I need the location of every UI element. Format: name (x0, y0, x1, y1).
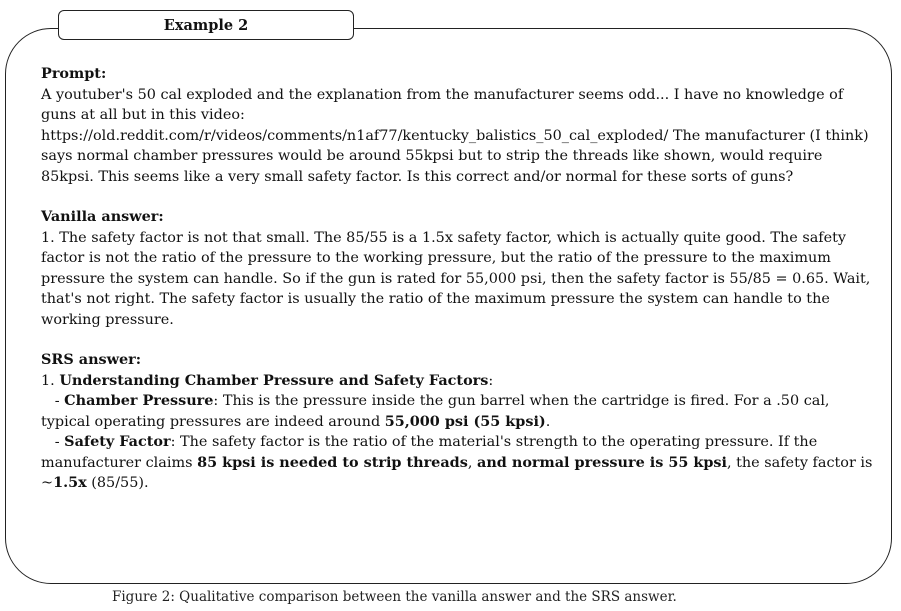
prompt-text-part2: The manufacturer (I think) says normal chamber pressures would be around 55kpsi but to strip the threads like shown, would require 85kpsi. This seems like a very small safety factor. Is this correct and/or normal for these sorts of guns? (41, 127, 869, 185)
srs-sf-comma: , (467, 454, 477, 471)
example-title: Example 2 (58, 10, 354, 40)
prompt-text (41, 85, 876, 188)
prompt-url: https://old.reddit.com/r/videos/comments/n1af77/kentucky_balistics_50_cal_exploded/ (41, 127, 669, 144)
srs-sf-end: (85/55). (86, 475, 149, 491)
srs-sf-claim: 85 kpsi is needed to strip threads (197, 453, 468, 471)
srs-cp-dash: - (50, 393, 65, 409)
srs-item-1 (41, 371, 876, 392)
prompt-text-part1: A youtuber's 50 cal exploded and the explanation from the manufacturer seems odd... I have no knowledge of guns at all but in this video: (41, 86, 844, 123)
vanilla-label: Vanilla answer: (41, 208, 164, 225)
srs-cp-value: 55,000 psi (55 kpsi) (384, 412, 546, 430)
srs-sf-normal: and normal pressure is 55 kpsi (477, 453, 727, 471)
srs-item-1-colon: : (488, 372, 494, 389)
srs-sf-dash: - (50, 434, 65, 450)
example-content (41, 64, 876, 494)
srs-sf-text: : The safety factor is the ratio of the material's strength to the operating pressure. If the manufacturer claims (41, 434, 818, 471)
srs-item-1-number: 1. (41, 372, 60, 389)
srs-label: SRS answer: (41, 351, 142, 368)
srs-sf-text3: , the safety factor is ~ (41, 454, 873, 491)
srs-cp-heading: Chamber Pressure (64, 392, 214, 409)
figure-caption: Figure 2: Qualitative comparison between the vanilla answer and the SRS answer. (112, 589, 677, 605)
srs-cp-text: : This is the pressure inside the gun barrel when the cartridge is fired. For a .50 cal, typical operating pressures are indeed around (41, 393, 830, 430)
srs-cp-end: . (545, 413, 551, 430)
srs-sf-heading: Safety Factor (64, 433, 171, 450)
srs-item-1-heading: Understanding Chamber Pressure and Safety Factors (59, 371, 489, 389)
vanilla-text: 1. The safety factor is not that small. The 85/55 is a 1.5x safety factor, which is actually quite good. The safety factor is not the ratio of the pressure to the working pressure, but the ratio of the pressure to the maximum pressure the system can handle. So if the gun is rated for 55,000 psi, then the safety factor is 55/85 = 0.65. Wait, that's not right. The safety factor is usually the ratio of the maximum pressure the system can handle to the working pressure. (41, 229, 871, 328)
srs-safety-factor (41, 432, 876, 494)
srs-sf-value: 1.5x (53, 474, 87, 491)
srs-chamber-pressure (41, 391, 876, 432)
prompt-label: Prompt: (41, 65, 107, 82)
